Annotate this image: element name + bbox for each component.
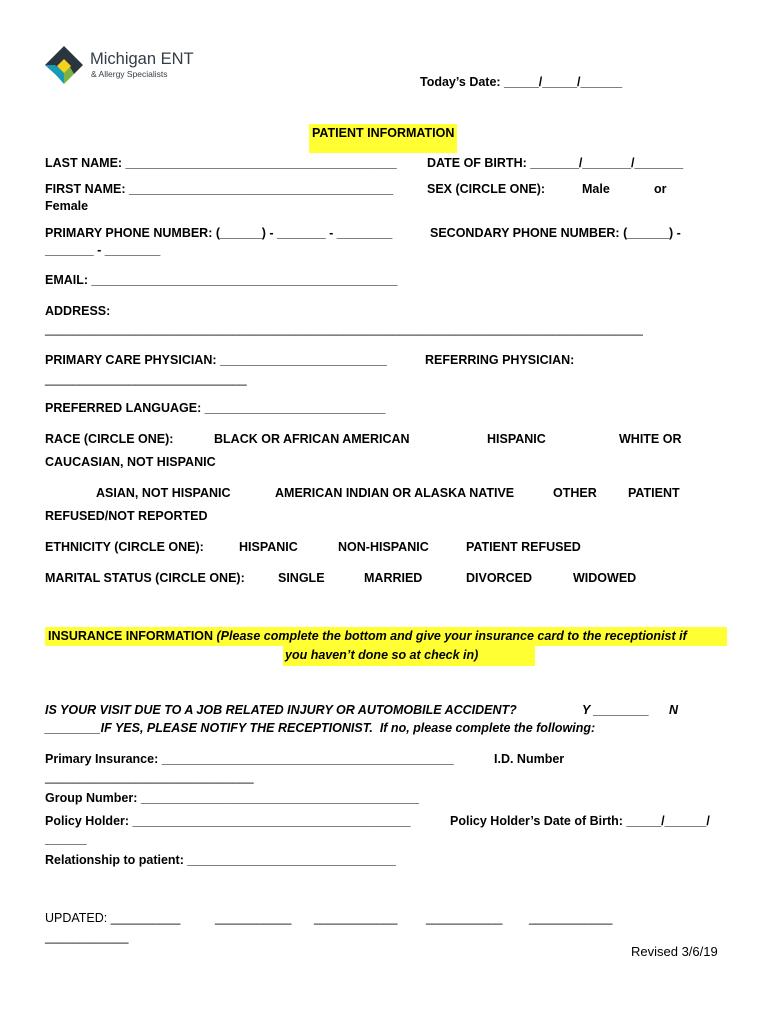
race-option-hispanic[interactable]: HISPANIC [487, 432, 546, 446]
sex-option-female[interactable]: Female [45, 199, 89, 213]
date-of-birth-field[interactable]: DATE OF BIRTH: _______/_______/_______ [427, 156, 684, 170]
race-option-black[interactable]: BLACK OR AFRICAN AMERICAN [214, 432, 410, 446]
marital-option-widowed[interactable]: WIDOWED [573, 571, 637, 585]
ethnicity-option-refused[interactable]: PATIENT REFUSED [466, 540, 581, 554]
preferred-language-field[interactable]: PREFERRED LANGUAGE: __________________________ [45, 401, 386, 415]
updated-continued[interactable]: ____________ [45, 930, 129, 944]
sex-option-male[interactable]: Male [582, 182, 610, 196]
sex-or-text: or [654, 182, 667, 196]
email-field[interactable]: EMAIL: ____________________________________________ [45, 273, 398, 287]
updated-field[interactable]: UPDATED: __________ [45, 911, 181, 925]
primary-phone-field[interactable]: PRIMARY PHONE NUMBER: (______) - _______ - ________ [45, 226, 393, 240]
michigan-ent-logo-icon [44, 45, 84, 85]
todays-date-field[interactable]: Today’s Date: _____/_____/______ [420, 75, 623, 89]
injury-question: IS YOUR VISIT DUE TO A JOB RELATED INJURY OR AUTOMOBILE ACCIDENT? [45, 703, 517, 717]
marital-option-married[interactable]: MARRIED [364, 571, 423, 585]
patient-information-heading: PATIENT INFORMATION [309, 124, 457, 153]
referring-physician-line[interactable]: _____________________________ [45, 372, 247, 386]
ethnicity-label: ETHNICITY (CIRCLE ONE): [45, 540, 204, 554]
address-line[interactable]: ______________________________________________________________________________________ [45, 322, 643, 336]
logo-subtitle: & Allergy Specialists [91, 69, 168, 79]
id-number-line[interactable]: ______________________________ [45, 770, 254, 784]
marital-option-divorced[interactable]: DIVORCED [466, 571, 532, 585]
race-option-other[interactable]: OTHER [553, 486, 597, 500]
last-name-field[interactable]: LAST NAME: _______________________________________ [45, 156, 397, 170]
relationship-field[interactable]: Relationship to patient: ______________________________ [45, 853, 396, 867]
sex-label: SEX (CIRCLE ONE): [427, 182, 546, 196]
referring-physician-label: REFERRING PHYSICIAN: [425, 353, 575, 367]
policy-holder-dob-field[interactable]: Policy Holder’s Date of Birth: _____/______/ [450, 814, 710, 828]
race-option-asian[interactable]: ASIAN, NOT HISPANIC [96, 486, 231, 500]
insurance-note-continued: you haven’t done so at check in) [285, 648, 479, 662]
insurance-information-heading: INSURANCE INFORMATION [48, 629, 214, 643]
id-number-label: I.D. Number [494, 752, 565, 766]
race-option-white[interactable]: WHITE OR [619, 432, 682, 446]
race-label: RACE (CIRCLE ONE): [45, 432, 174, 446]
secondary-phone-field[interactable]: SECONDARY PHONE NUMBER: (______) - [430, 226, 681, 240]
group-number-field[interactable]: Group Number: ________________________________________ [45, 791, 419, 805]
primary-insurance-field[interactable]: Primary Insurance: __________________________________________ [45, 752, 454, 766]
policy-holder-dob-continued[interactable]: ______ [45, 832, 87, 846]
ethnicity-option-non-hispanic[interactable]: NON-HISPANIC [338, 540, 429, 554]
race-option-patient[interactable]: PATIENT [628, 486, 680, 500]
updated-blank-3[interactable]: ___________ [426, 911, 503, 925]
race-option-white-continued[interactable]: CAUCASIAN, NOT HISPANIC [45, 455, 216, 469]
injury-no-option[interactable]: N [669, 703, 679, 717]
injury-yes-field[interactable]: Y ________ [582, 703, 650, 717]
race-option-native[interactable]: AMERICAN INDIAN OR ALASKA NATIVE [275, 486, 515, 500]
marital-option-single[interactable]: SINGLE [278, 571, 325, 585]
updated-blank-1[interactable]: ___________ [215, 911, 292, 925]
marital-status-label: MARITAL STATUS (CIRCLE ONE): [45, 571, 245, 585]
primary-care-physician-field[interactable]: PRIMARY CARE PHYSICIAN: ________________________ [45, 353, 387, 367]
ethnicity-option-hispanic[interactable]: HISPANIC [239, 540, 298, 554]
insurance-heading-line [48, 629, 687, 644]
logo-name: Michigan ENT [90, 50, 194, 68]
updated-blank-2[interactable]: ____________ [314, 911, 398, 925]
first-name-field[interactable]: FIRST NAME: ______________________________________ [45, 182, 394, 196]
insurance-information-banner [45, 627, 727, 667]
race-option-refused[interactable]: REFUSED/NOT REPORTED [45, 509, 208, 523]
insurance-note: (Please complete the bottom and give your insurance card to the receptionist if [213, 629, 687, 643]
address-label: ADDRESS: [45, 304, 111, 318]
policy-holder-field[interactable]: Policy Holder: ________________________________________ [45, 814, 411, 828]
secondary-phone-continued[interactable]: _______ - ________ [45, 243, 161, 257]
updated-blank-4[interactable]: ____________ [529, 911, 613, 925]
injury-instruction[interactable]: ________IF YES, PLEASE NOTIFY THE RECEPTIONIST. If no, please complete the following: [45, 721, 596, 735]
revised-date: Revised 3/6/19 [631, 944, 718, 959]
